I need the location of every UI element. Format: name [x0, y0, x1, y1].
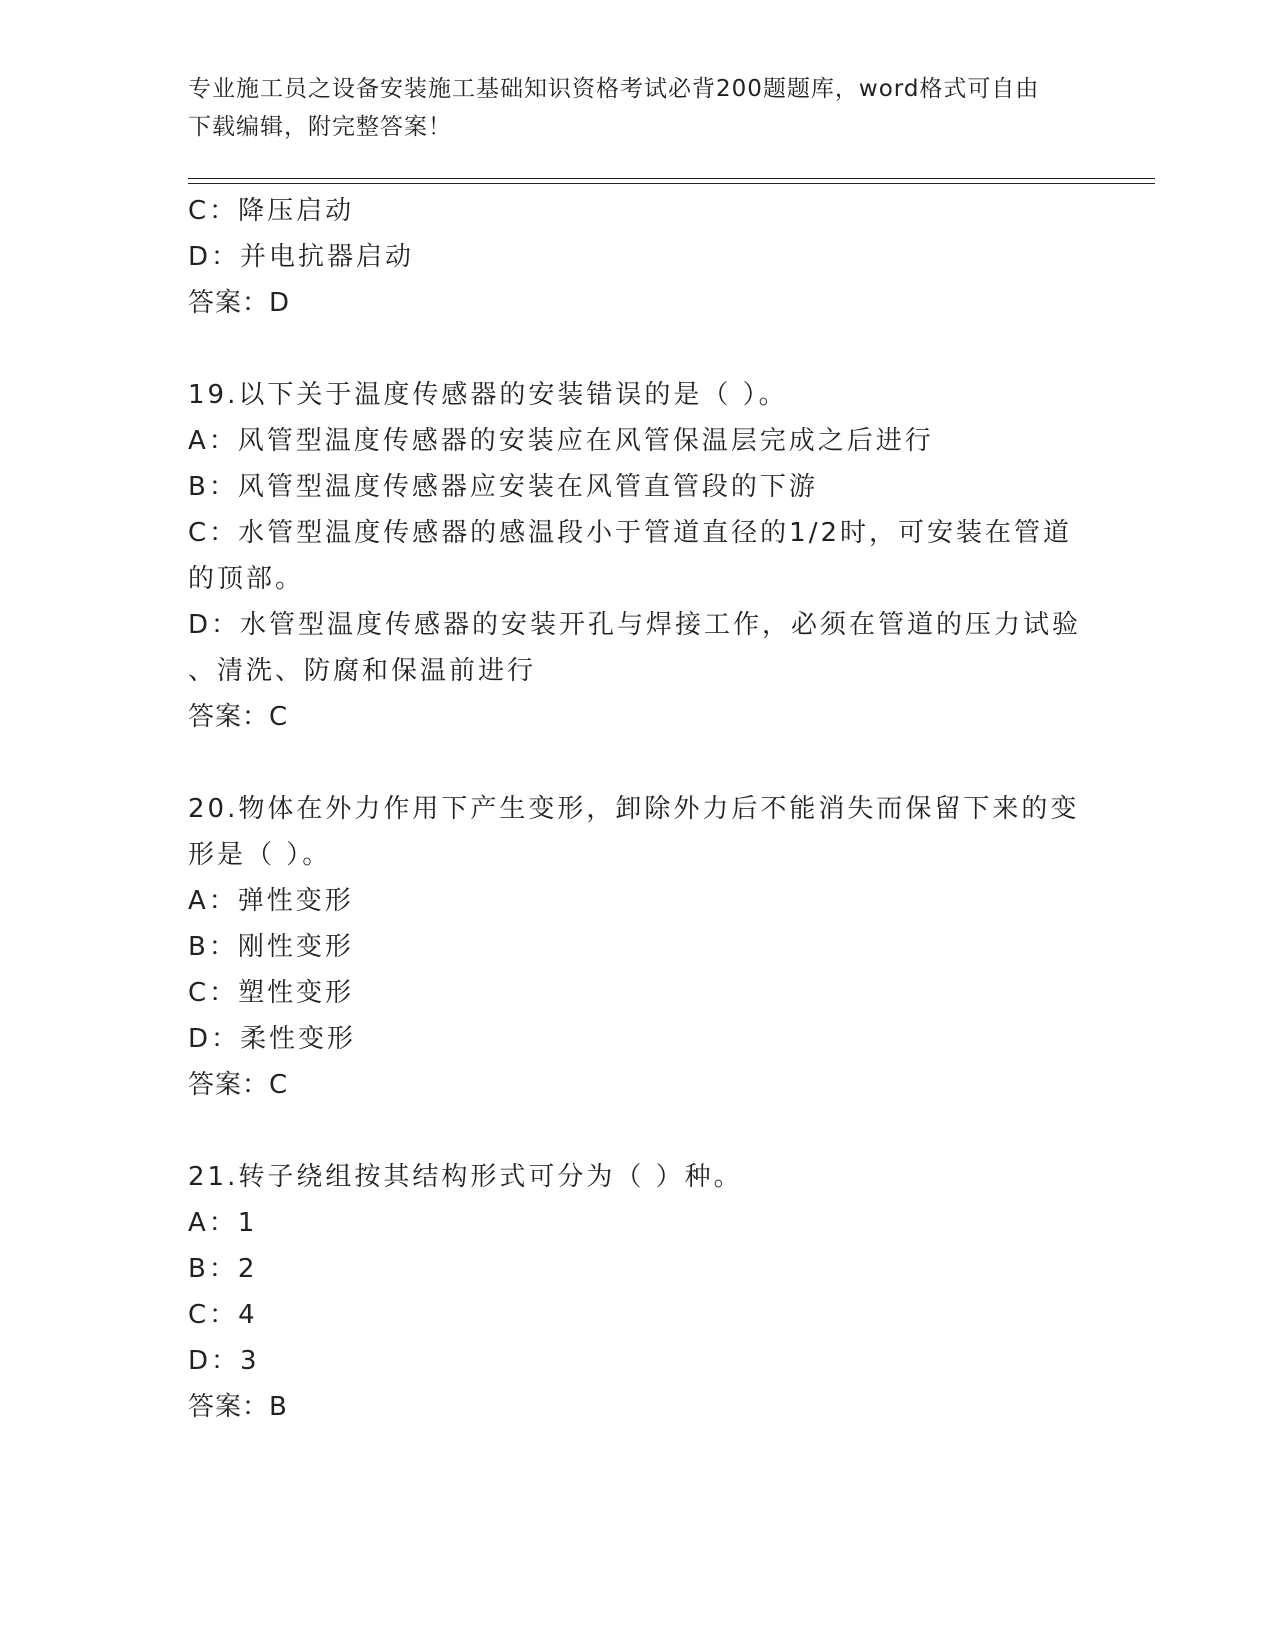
document-header — [188, 70, 1088, 146]
header-line-1: 专业施工员之设备安装施工基础知识资格考试必背200题题库，word格式可自由 — [188, 76, 1040, 102]
q21-option-b: B：2 — [188, 1254, 258, 1284]
q19-answer — [188, 694, 1088, 740]
answer-value: C — [269, 702, 289, 732]
answer-value: B — [269, 1392, 288, 1422]
q18-option-d: D：并电抗器启动 — [188, 242, 415, 272]
q20-option-b: B：刚性变形 — [188, 932, 354, 962]
answer-value: D — [269, 288, 291, 318]
q20-stem-line-1: 20.物体在外力作用下产生变形，卸除外力后不能消失而保留下来的变 — [188, 794, 1080, 824]
q21-stem: 21.转子绕组按其结构形式可分为（ ）种。 — [188, 1162, 743, 1192]
q21-option-a: A：1 — [188, 1208, 258, 1238]
q21-option-c: C：4 — [188, 1300, 258, 1330]
q19-option-b: B：风管型温度传感器应安装在风管直管段的下游 — [188, 472, 818, 502]
q18-option-c: C：降压启动 — [188, 196, 355, 226]
header-divider-top — [188, 178, 1155, 179]
q20-option-a: A：弹性变形 — [188, 886, 354, 916]
q19-option-a: A：风管型温度传感器的安装应在风管保温层完成之后进行 — [188, 426, 934, 456]
q20-option-c: C：塑性变形 — [188, 978, 355, 1008]
q19-option-d-line-2: 、清洗、防腐和保温前进行 — [188, 656, 537, 686]
q19-option-d-line-1: D：水管型温度传感器的安装开孔与焊接工作，必须在管道的压力试验 — [188, 610, 1082, 640]
q21-option-d: D：3 — [188, 1346, 260, 1376]
question-list — [188, 188, 1088, 1430]
q19-option-c-line-2: 的顶部。 — [188, 564, 305, 594]
q20-answer — [188, 1062, 1088, 1108]
answer-label: 答案： — [188, 288, 270, 318]
answer-value: C — [269, 1070, 289, 1100]
answer-label: 答案： — [188, 1392, 270, 1422]
header-divider-bottom — [188, 183, 1155, 184]
answer-label: 答案： — [188, 1070, 270, 1100]
q18-answer — [188, 280, 1088, 326]
header-line-2: 下载编辑，附完整答案！ — [188, 114, 452, 140]
q20-stem-line-2: 形是（ ）。 — [188, 840, 332, 870]
answer-label: 答案： — [188, 702, 270, 732]
q19-stem: 19.以下关于温度传感器的安装错误的是（ ）。 — [188, 380, 788, 410]
q21-answer — [188, 1384, 1088, 1430]
q20-option-d: D：柔性变形 — [188, 1024, 357, 1054]
q19-option-c-line-1: C：水管型温度传感器的感温段小于管道直径的1/2时，可安装在管道 — [188, 518, 1072, 548]
